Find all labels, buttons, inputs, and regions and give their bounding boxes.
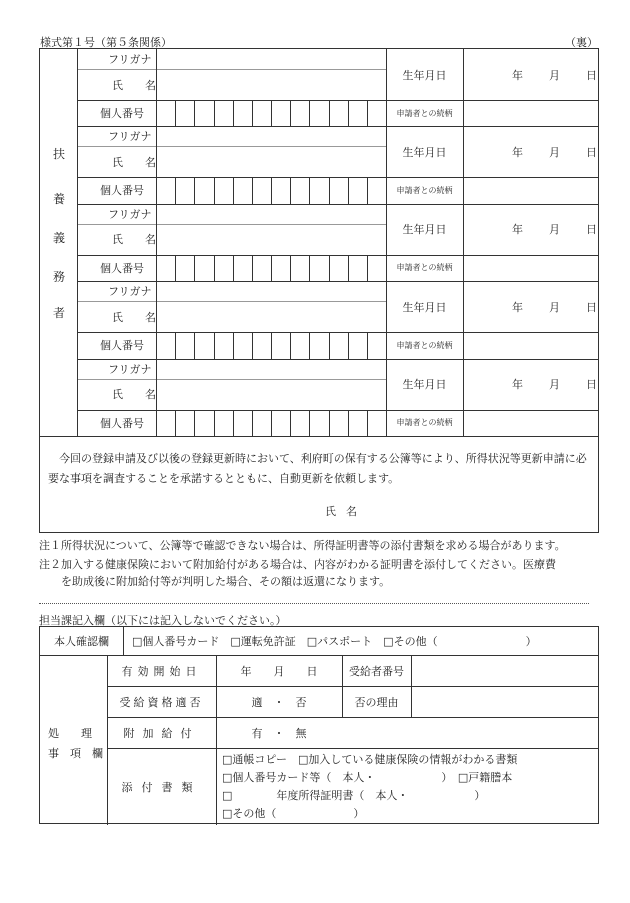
id-digit-box[interactable]	[271, 332, 272, 358]
relation-label: 申請者との続柄	[396, 418, 453, 428]
id-digit-box[interactable]	[175, 100, 176, 126]
id-digit-box[interactable]	[194, 410, 195, 436]
note-text: 所得状況について、公簿等で確認できない場合は、所得証明書等の添付書類を求める場合があります。	[61, 539, 566, 552]
divider	[156, 49, 157, 126]
furigana-label: フリガナ	[108, 130, 152, 144]
id-digit-box[interactable]	[309, 177, 310, 203]
relation-field[interactable]	[464, 333, 596, 357]
note-2	[39, 556, 556, 572]
furigana-field[interactable]	[158, 205, 384, 223]
id-digit-box[interactable]	[290, 410, 291, 436]
note-1	[39, 537, 566, 553]
start-date-value[interactable]: 年 月 日	[240, 664, 318, 678]
id-digit-box[interactable]	[290, 255, 291, 281]
id-digit-box[interactable]	[367, 332, 368, 358]
id-digit-box[interactable]	[309, 100, 310, 126]
birth-label: 生年月日	[402, 223, 447, 237]
id-number-label: 個人番号	[100, 184, 144, 198]
id-digit-box[interactable]	[252, 410, 253, 436]
birth-month-label: 月	[549, 300, 560, 314]
attachment-item[interactable]: □通帳コピー □加入している健康保険の情報がわかる書類	[222, 753, 518, 766]
relation-label: 申請者との続柄	[396, 108, 453, 118]
id-digit-box[interactable]	[329, 177, 330, 203]
reason-label: 否の理由	[354, 695, 399, 709]
id-digit-box[interactable]	[233, 410, 234, 436]
vertical-char: 義	[52, 231, 65, 245]
id-digit-box[interactable]	[290, 100, 291, 126]
furigana-field[interactable]	[158, 127, 384, 145]
id-number-label: 個人番号	[100, 261, 144, 275]
id-digit-box[interactable]	[329, 100, 330, 126]
id-digit-box[interactable]	[175, 410, 176, 436]
furigana-label: フリガナ	[108, 285, 152, 299]
id-digit-box[interactable]	[309, 410, 310, 436]
dependent-block	[78, 49, 598, 126]
id-digit-box[interactable]	[309, 255, 310, 281]
id-digit-box[interactable]	[252, 332, 253, 358]
id-digit-box[interactable]	[271, 177, 272, 203]
attachment-item[interactable]: □ 年度所得証明書（ 本人・ ）	[222, 789, 486, 802]
attachment-item[interactable]: □個人番号カード等（ 本人・ ） □戸籍謄本	[222, 771, 513, 784]
consent-text: 今回の登録申請及び以後の登録更新時において、利府町の保有する公簿等により、所得状況等更新申請に必要な事項を調査することを承諾するとともに、自動更新を依頼します。	[48, 452, 587, 485]
id-digit-box[interactable]	[367, 177, 368, 203]
consent-section	[40, 436, 598, 533]
id-digit-box[interactable]	[271, 255, 272, 281]
name-label: 氏 名	[112, 388, 156, 402]
birth-label: 生年月日	[402, 378, 447, 392]
furigana-field[interactable]	[158, 360, 384, 378]
birth-day-label: 日	[586, 145, 597, 159]
relation-label: 申請者との続柄	[396, 185, 453, 195]
note-number: 注２	[39, 558, 61, 571]
id-digit-box[interactable]	[233, 177, 234, 203]
dependent-block	[78, 126, 598, 203]
id-digit-box[interactable]	[194, 100, 195, 126]
id-digit-box[interactable]	[233, 100, 234, 126]
name-field[interactable]	[158, 302, 384, 331]
processing-label: 処 理	[48, 727, 92, 740]
dependent-block	[78, 281, 598, 358]
birth-day-label: 日	[586, 223, 597, 237]
consent-name-label: 氏名	[325, 505, 367, 518]
birth-year-label: 年	[512, 378, 523, 392]
vertical-char: 扶	[52, 147, 65, 161]
furigana-label: フリガナ	[108, 207, 152, 221]
reason-field[interactable]	[411, 686, 598, 717]
cut-line	[39, 603, 589, 604]
birth-year-label: 年	[512, 145, 523, 159]
vertical-char: 養	[52, 192, 65, 206]
recipient-number-label: 受給者番号	[349, 664, 404, 678]
birth-year-label: 年	[512, 300, 523, 314]
birth-month-label: 月	[549, 68, 560, 82]
furigana-field[interactable]	[158, 50, 384, 68]
eligibility-label: 受給資格適否	[119, 695, 204, 709]
divider	[156, 359, 157, 436]
id-digit-box[interactable]	[367, 255, 368, 281]
relation-field[interactable]	[464, 101, 596, 125]
id-digit-box[interactable]	[194, 255, 195, 281]
id-digit-box[interactable]	[233, 255, 234, 281]
relation-label: 申請者との続柄	[396, 340, 453, 350]
id-digit-box[interactable]	[290, 177, 291, 203]
name-field[interactable]	[158, 70, 384, 99]
birth-month-label: 月	[549, 223, 560, 237]
dependents-table	[39, 48, 599, 533]
birth-month-label: 月	[549, 378, 560, 392]
id-digit-box[interactable]	[348, 100, 349, 126]
dependent-block	[78, 204, 598, 281]
birth-year-label: 年	[512, 223, 523, 237]
identity-options[interactable]: □個人番号カード □運転免許証 □パスポート □その他（ ）	[132, 635, 537, 648]
relation-field[interactable]	[464, 256, 596, 280]
vertical-char: 者	[52, 306, 65, 320]
birth-day-label: 日	[586, 300, 597, 314]
name-label: 氏 名	[112, 233, 156, 247]
id-number-label: 個人番号	[100, 107, 144, 120]
additional-benefit-label: 附加給付	[123, 726, 200, 740]
page-side-label: （裏）	[565, 36, 598, 49]
name-label: 氏 名	[112, 155, 156, 169]
name-field[interactable]	[158, 225, 384, 254]
start-date-label: 有効開始日	[121, 664, 202, 678]
id-digit-box[interactable]	[271, 100, 272, 126]
id-digit-box[interactable]	[214, 410, 215, 436]
name-field[interactable]	[158, 380, 384, 409]
birth-label: 生年月日	[402, 68, 447, 82]
id-digit-box[interactable]	[252, 177, 253, 203]
identity-label: 本人確認欄	[40, 627, 124, 655]
furigana-label: フリガナ	[108, 362, 152, 376]
id-digit-box[interactable]	[348, 410, 349, 436]
eligibility-value[interactable]: 適 ・ 否	[251, 695, 307, 709]
id-digit-box[interactable]	[348, 255, 349, 281]
id-number-label: 個人番号	[100, 339, 144, 353]
id-digit-box[interactable]	[214, 332, 215, 358]
id-number-label: 個人番号	[100, 416, 144, 430]
staff-section-title: 担当課記入欄（以下には記入しないでください。）	[39, 614, 287, 627]
name-field[interactable]	[158, 147, 384, 176]
relation-label: 申請者との続柄	[396, 263, 453, 273]
id-digit-box[interactable]	[175, 255, 176, 281]
id-digit-box[interactable]	[290, 332, 291, 358]
id-digit-box[interactable]	[175, 177, 176, 203]
birth-label: 生年月日	[402, 300, 447, 314]
id-digit-box[interactable]	[194, 177, 195, 203]
relation-field[interactable]	[464, 178, 596, 202]
staff-table	[39, 626, 599, 824]
processing-label: 事 項 欄	[48, 747, 103, 760]
divider	[156, 281, 157, 358]
id-digit-box[interactable]	[214, 177, 215, 203]
name-label: 氏 名	[112, 310, 156, 324]
id-digit-box[interactable]	[214, 255, 215, 281]
id-digit-box[interactable]	[194, 332, 195, 358]
id-digit-box[interactable]	[348, 177, 349, 203]
vertical-char: 務	[52, 270, 65, 284]
id-digit-box[interactable]	[367, 410, 368, 436]
birth-month-label: 月	[549, 145, 560, 159]
recipient-number-field[interactable]	[411, 655, 598, 686]
dependents-vertical-label	[40, 49, 78, 436]
attachments-label: 添付書類	[121, 780, 202, 794]
form-number: 様式第１号（第５条関係）	[40, 36, 172, 49]
id-digit-box[interactable]	[233, 332, 234, 358]
id-digit-box[interactable]	[252, 100, 253, 126]
attachment-item[interactable]: □その他（ ）	[222, 807, 365, 820]
additional-benefit-value[interactable]: 有 ・ 無	[251, 726, 307, 740]
id-digit-box[interactable]	[329, 410, 330, 436]
id-digit-box[interactable]	[252, 255, 253, 281]
attachments-list	[222, 751, 517, 823]
id-digit-box[interactable]	[329, 255, 330, 281]
id-digit-box[interactable]	[214, 100, 215, 126]
note-2-continued	[61, 573, 390, 589]
name-label: 氏 名	[112, 78, 156, 92]
birth-day-label: 日	[586, 378, 597, 392]
birth-year-label: 年	[512, 68, 523, 82]
birth-day-label: 日	[586, 68, 597, 82]
divider	[156, 126, 157, 203]
furigana-field[interactable]	[158, 282, 384, 300]
dependent-block	[78, 359, 598, 436]
id-digit-box[interactable]	[367, 100, 368, 126]
relation-field[interactable]	[464, 411, 596, 435]
note-number: 注１	[39, 539, 61, 552]
id-digit-box[interactable]	[271, 410, 272, 436]
id-digit-box[interactable]	[348, 332, 349, 358]
divider	[156, 204, 157, 281]
id-digit-box[interactable]	[329, 332, 330, 358]
note-text: を助成後に附加給付等が判明した場合、その額は返還になります。	[61, 575, 391, 588]
note-text: 加入する健康保険において附加給付がある場合は、内容がわかる証明書を添付してください。医療費	[61, 558, 556, 571]
id-digit-box[interactable]	[309, 332, 310, 358]
furigana-label: フリガナ	[108, 53, 152, 66]
birth-label: 生年月日	[402, 145, 447, 159]
id-digit-box[interactable]	[175, 332, 176, 358]
